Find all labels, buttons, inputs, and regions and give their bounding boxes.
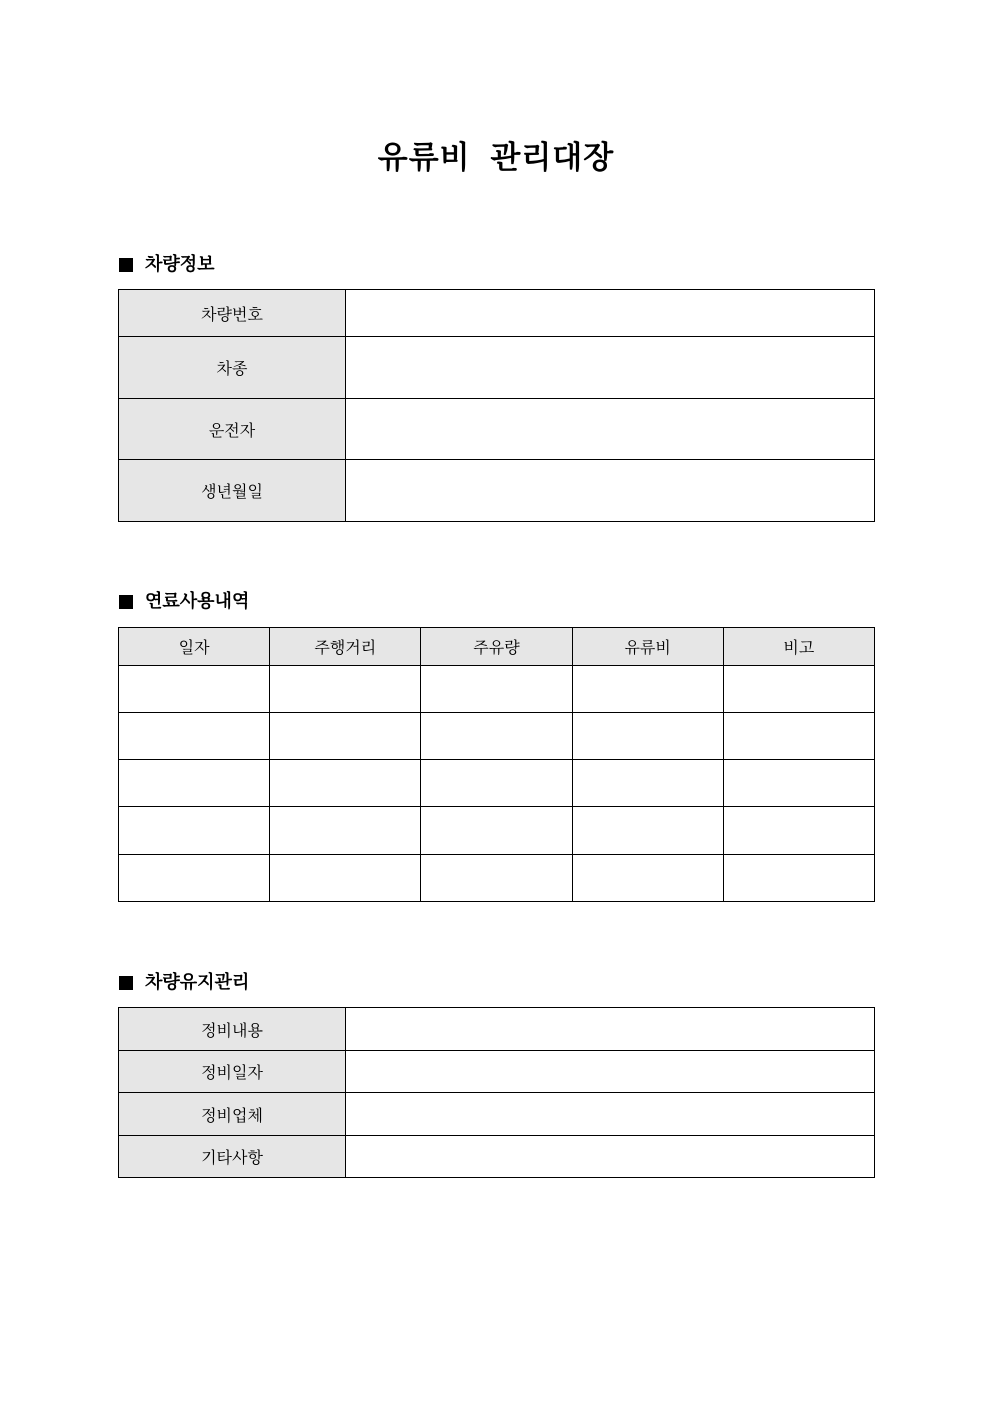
remarks-cell[interactable] xyxy=(723,713,874,760)
date-cell[interactable] xyxy=(119,807,270,855)
maintenance-table xyxy=(118,1007,875,1178)
fuel-cost-cell[interactable] xyxy=(572,855,723,902)
table-header-row xyxy=(119,628,875,666)
page-title: 유류비 관리대장 xyxy=(377,140,615,176)
table-row xyxy=(119,1093,875,1136)
fuel-usage-table xyxy=(118,627,875,902)
fuel-cost-cell[interactable] xyxy=(572,807,723,855)
fuel-amount-cell[interactable] xyxy=(421,666,572,713)
row-label-other-notes: 기타사항 xyxy=(119,1136,346,1178)
vehicle-info-table xyxy=(118,289,875,522)
table-row xyxy=(119,666,875,713)
row-label-maintenance-company: 정비업체 xyxy=(119,1093,346,1136)
maintenance-date-field[interactable] xyxy=(346,1051,875,1093)
square-bullet-icon xyxy=(119,976,133,990)
row-label-maintenance-content: 정비내용 xyxy=(119,1008,346,1051)
remarks-cell[interactable] xyxy=(723,855,874,902)
table-row xyxy=(119,1051,875,1093)
table-row xyxy=(119,460,875,522)
vehicle-number-field[interactable] xyxy=(346,290,875,337)
table-row xyxy=(119,290,875,337)
section-heading-label: 차량정보 xyxy=(145,254,215,275)
maintenance-content-field[interactable] xyxy=(346,1008,875,1051)
section-heading-maintenance xyxy=(119,971,249,995)
fuel-amount-cell[interactable] xyxy=(421,713,572,760)
section-heading-label: 차량유지관리 xyxy=(145,972,250,993)
date-cell[interactable] xyxy=(119,713,270,760)
square-bullet-icon xyxy=(119,258,133,272)
birth-date-field[interactable] xyxy=(346,460,875,522)
column-header-date: 일자 xyxy=(119,628,270,666)
remarks-cell[interactable] xyxy=(723,666,874,713)
section-heading-vehicle-info xyxy=(119,253,215,277)
fuel-cost-cell[interactable] xyxy=(572,666,723,713)
square-bullet-icon xyxy=(119,595,133,609)
remarks-cell[interactable] xyxy=(723,760,874,807)
column-header-fuel-amount: 주유량 xyxy=(421,628,572,666)
table-row xyxy=(119,337,875,399)
table-row xyxy=(119,760,875,807)
table-row xyxy=(119,1008,875,1051)
section-heading-label: 연료사용내역 xyxy=(145,591,250,612)
row-label-driver: 운전자 xyxy=(119,399,346,460)
table-row xyxy=(119,713,875,760)
fuel-amount-cell[interactable] xyxy=(421,760,572,807)
vehicle-type-field[interactable] xyxy=(346,337,875,399)
distance-cell[interactable] xyxy=(270,855,421,902)
column-header-distance: 주행거리 xyxy=(270,628,421,666)
row-label-birth-date: 생년월일 xyxy=(119,460,346,522)
distance-cell[interactable] xyxy=(270,807,421,855)
table-row xyxy=(119,855,875,902)
other-notes-field[interactable] xyxy=(346,1136,875,1178)
column-header-remarks: 비고 xyxy=(723,628,874,666)
fuel-amount-cell[interactable] xyxy=(421,855,572,902)
remarks-cell[interactable] xyxy=(723,807,874,855)
fuel-amount-cell[interactable] xyxy=(421,807,572,855)
distance-cell[interactable] xyxy=(270,713,421,760)
distance-cell[interactable] xyxy=(270,666,421,713)
maintenance-company-field[interactable] xyxy=(346,1093,875,1136)
column-header-fuel-cost: 유류비 xyxy=(572,628,723,666)
section-heading-fuel-usage xyxy=(119,590,249,614)
table-row xyxy=(119,1136,875,1178)
row-label-vehicle-number: 차량번호 xyxy=(119,290,346,337)
driver-field[interactable] xyxy=(346,399,875,460)
date-cell[interactable] xyxy=(119,855,270,902)
row-label-vehicle-type: 차종 xyxy=(119,337,346,399)
fuel-cost-cell[interactable] xyxy=(572,713,723,760)
table-row xyxy=(119,807,875,855)
row-label-maintenance-date: 정비일자 xyxy=(119,1051,346,1093)
table-row xyxy=(119,399,875,460)
date-cell[interactable] xyxy=(119,760,270,807)
distance-cell[interactable] xyxy=(270,760,421,807)
date-cell[interactable] xyxy=(119,666,270,713)
fuel-cost-cell[interactable] xyxy=(572,760,723,807)
